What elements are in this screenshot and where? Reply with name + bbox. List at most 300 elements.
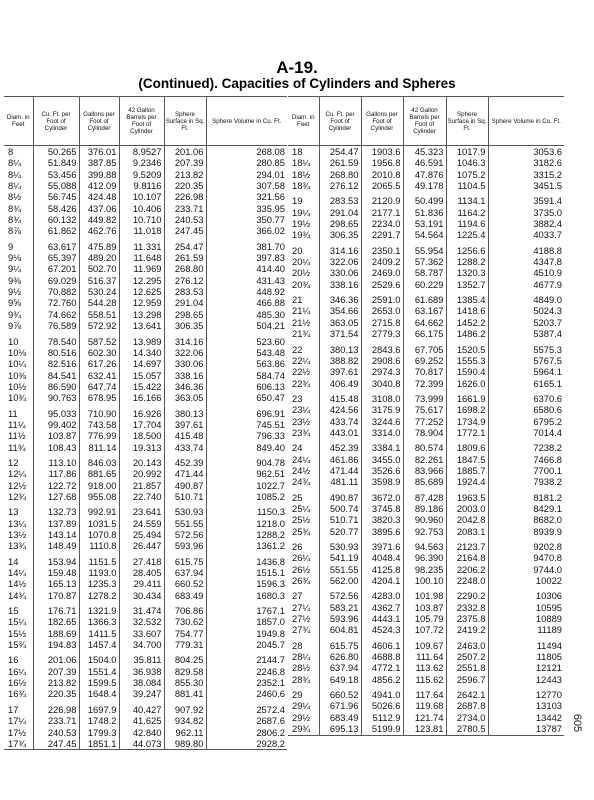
table-row	[288, 712, 564, 723]
value-cell: 80.516	[33, 347, 79, 358]
table-row	[288, 146, 564, 158]
table-row	[4, 191, 287, 202]
value-cell: 307.58	[206, 180, 287, 191]
value-cell: 338.16	[319, 279, 361, 290]
table-row	[4, 214, 287, 225]
value-cell: 89.186	[403, 503, 446, 514]
value-cell: 10.107	[119, 191, 164, 202]
value-cell: 2010.8	[361, 169, 403, 180]
value-cell: 1956.8	[361, 157, 403, 168]
table-row	[4, 639, 287, 650]
table-row	[4, 529, 287, 540]
value-cell: 7238.2	[488, 442, 564, 453]
value-cell: 298.65	[319, 218, 361, 229]
value-cell: 2591.0	[361, 294, 403, 305]
table-body-left	[4, 146, 287, 750]
table-row	[288, 503, 564, 514]
value-cell: 7466.8	[488, 454, 564, 465]
value-cell: 86.590	[33, 381, 79, 392]
value-cell: 2596.7	[446, 674, 488, 685]
value-cell: 424.48	[79, 191, 119, 202]
value-cell: 73.999	[403, 393, 446, 404]
diameter-cell: 23¾	[292, 426, 311, 438]
value-cell: 9202.8	[488, 541, 564, 552]
value-cell: 1110.8	[79, 540, 119, 551]
diameter-cell: 25¼	[292, 502, 311, 514]
diameter-cell: 21¾	[292, 328, 311, 340]
value-cell: 1885.7	[446, 465, 488, 476]
diameter-cell: 19	[292, 195, 303, 207]
value-cell: 1022.7	[206, 480, 287, 491]
diameter-cell: 17	[8, 703, 19, 715]
value-cell: 201.06	[33, 654, 79, 665]
value-cell: 904.78	[206, 457, 287, 468]
value-cell: 1551.4	[79, 666, 119, 677]
diameter-cell: 11¾	[8, 441, 26, 453]
value-cell: 1851.1	[79, 738, 119, 750]
value-cell: 2806.2	[206, 727, 287, 738]
value-cell: 615.75	[164, 556, 206, 567]
value-cell: 881.41	[164, 688, 206, 699]
value-cell: 745.51	[206, 419, 287, 430]
value-cell: 1134.1	[446, 195, 488, 206]
value-cell: 2164.8	[446, 552, 488, 563]
value-cell: 50.265	[33, 146, 79, 158]
value-cell: 743.58	[79, 419, 119, 430]
value-cell: 159.48	[33, 567, 79, 578]
table-row	[288, 564, 564, 575]
diameter-cell: 24¼	[292, 453, 311, 465]
value-cell: 1193.0	[79, 567, 119, 578]
value-cell: 77.252	[403, 416, 446, 427]
value-cell: 45.323	[403, 146, 446, 158]
value-cell: 9470.8	[488, 552, 564, 563]
value-cell: 510.71	[164, 491, 206, 502]
value-cell: 46.591	[403, 157, 446, 168]
table-row	[288, 393, 564, 404]
value-cell: 551.55	[164, 518, 206, 529]
value-cell: 10.406	[119, 203, 164, 214]
value-cell: 2779.3	[361, 328, 403, 339]
value-cell: 194.83	[33, 639, 79, 650]
diameter-cell: 21½	[292, 316, 311, 328]
diameter-cell: 28¾	[292, 673, 311, 685]
value-cell: 143.14	[33, 529, 79, 540]
value-cell: 2248.0	[446, 575, 488, 586]
value-cell: 989.80	[164, 738, 206, 750]
value-cell: 1104.5	[446, 180, 488, 191]
diameter-cell: 15¾	[8, 639, 27, 651]
value-cell: 176.71	[33, 605, 79, 616]
value-cell: 2529.6	[361, 279, 403, 290]
value-cell: 415.48	[164, 430, 206, 441]
value-cell: 683.49	[319, 712, 361, 723]
value-cell: 127.68	[33, 491, 79, 502]
table-row	[4, 605, 287, 616]
value-cell: 363.05	[319, 317, 361, 328]
diameter-cell: 8¼	[8, 180, 22, 192]
value-cell: 3040.8	[361, 378, 403, 389]
value-cell: 606.13	[206, 381, 287, 392]
value-cell: 3053.6	[488, 146, 564, 158]
value-cell: 650.47	[206, 392, 287, 403]
value-cell: 433.74	[164, 442, 206, 453]
diameter-cell: 9⅜	[8, 274, 22, 286]
diameter-cell: 20¼	[292, 256, 311, 268]
diameter-cell: 28¼	[292, 651, 311, 663]
value-cell: 1697.9	[79, 704, 119, 715]
value-cell: 489.20	[79, 252, 119, 263]
value-cell: 20.143	[119, 457, 164, 468]
diameter-cell: 27¼	[292, 601, 311, 613]
value-cell: 14.340	[119, 347, 164, 358]
value-cell: 55.088	[33, 180, 79, 191]
value-cell: 804.25	[164, 654, 206, 665]
value-cell: 268.80	[319, 169, 361, 180]
value-cell: 103.87	[33, 430, 79, 441]
diameter-cell: 8	[8, 146, 14, 157]
value-cell: 63.167	[403, 305, 446, 316]
value-cell: 1809.6	[446, 442, 488, 453]
value-cell: 449.82	[79, 214, 119, 225]
value-cell: 276.12	[164, 275, 206, 286]
value-cell: 13787	[488, 723, 564, 735]
value-cell: 98.235	[403, 564, 446, 575]
diameter-cell: 9	[8, 240, 14, 252]
value-cell: 6580.6	[488, 404, 564, 415]
diameter-cell: 10¾	[8, 392, 27, 404]
table-row	[4, 336, 287, 347]
value-cell: 8429.1	[488, 503, 564, 514]
value-cell: 1288.2	[446, 256, 488, 267]
diameter-cell: 10¼	[8, 358, 27, 370]
value-cell: 5203.7	[488, 317, 564, 328]
value-cell: 314.16	[319, 245, 361, 256]
diameter-cell: 13	[8, 506, 19, 518]
value-cell: 60.229	[403, 279, 446, 290]
value-cell: 1949.8	[206, 628, 287, 639]
diameter-cell: 14¾	[8, 589, 27, 601]
value-cell: 6795.2	[488, 416, 564, 427]
table-row	[288, 267, 564, 278]
diameter-cell: 20¾	[292, 278, 311, 290]
value-cell: 10306	[488, 590, 564, 601]
value-cell: 2974.3	[361, 366, 403, 377]
value-cell: 87.428	[403, 492, 446, 503]
value-cell: 105.79	[403, 613, 446, 624]
value-cell: 5199.9	[361, 723, 403, 735]
value-cell: 4347.8	[488, 256, 564, 267]
value-cell: 70.817	[403, 366, 446, 377]
value-cell: 14.697	[119, 358, 164, 369]
table-row	[4, 518, 287, 529]
table-row	[4, 491, 287, 502]
value-cell: 4772.1	[361, 662, 403, 673]
value-cell: 710.90	[79, 408, 119, 419]
table-row	[288, 169, 564, 180]
value-cell: 70.882	[33, 286, 79, 297]
value-cell: 452.39	[319, 442, 361, 453]
value-cell: 1321.9	[79, 605, 119, 616]
table-row	[4, 180, 287, 191]
diameter-cell: 25	[292, 491, 303, 503]
table-row	[288, 689, 564, 700]
value-cell: 322.06	[164, 347, 206, 358]
value-cell: 9744.0	[488, 564, 564, 575]
value-cell: 117.64	[403, 689, 446, 700]
value-cell: 1457.4	[79, 639, 119, 650]
value-cell: 881.65	[79, 468, 119, 479]
value-cell: 1599.5	[79, 677, 119, 688]
table-row	[288, 662, 564, 673]
value-cell: 1075.2	[446, 169, 488, 180]
value-cell: 3820.3	[361, 514, 403, 525]
value-cell: 233.71	[164, 203, 206, 214]
value-cell: 829.58	[164, 666, 206, 677]
value-cell: 632.41	[79, 370, 119, 381]
value-cell: 10022	[488, 575, 564, 586]
value-cell: 471.44	[319, 465, 361, 476]
table-row	[288, 157, 564, 168]
value-cell: 1385.4	[446, 294, 488, 305]
value-cell: 12443	[488, 674, 564, 685]
value-cell: 4443.1	[361, 613, 403, 624]
value-cell: 63.617	[33, 241, 79, 252]
value-cell: 1626.0	[446, 378, 488, 389]
value-cell: 84.541	[33, 370, 79, 381]
value-cell: 1235.3	[79, 578, 119, 589]
value-cell: 11.648	[119, 252, 164, 263]
table-row	[288, 328, 564, 339]
header-diameter: Diam. in Feet	[288, 97, 319, 146]
value-cell: 397.61	[319, 366, 361, 377]
value-cell: 38.084	[119, 677, 164, 688]
table-row	[4, 309, 287, 320]
table-row	[288, 344, 564, 355]
value-cell: 2715.8	[361, 317, 403, 328]
value-cell: 934.82	[164, 715, 206, 726]
table-row	[4, 628, 287, 639]
value-cell: 25.494	[119, 529, 164, 540]
value-cell: 9.5209	[119, 169, 164, 180]
value-cell: 1164.2	[446, 207, 488, 218]
diameter-cell: 18	[292, 146, 303, 157]
value-cell: 4048.4	[361, 552, 403, 563]
table-row	[4, 358, 287, 369]
value-cell: 95.033	[33, 408, 79, 419]
value-cell: 1031.5	[79, 518, 119, 529]
value-cell: 90.763	[33, 392, 79, 403]
value-cell: 530.24	[79, 286, 119, 297]
header-barrels: 42 Gallon Barrels per Foot of Cylinder	[119, 97, 164, 146]
diameter-cell: 26¼	[292, 552, 311, 564]
value-cell: 523.60	[206, 336, 287, 347]
diameter-cell: 21¼	[292, 305, 311, 317]
value-cell: 2734.0	[446, 712, 488, 723]
value-cell: 85.689	[403, 476, 446, 487]
diameter-cell: 29½	[292, 711, 311, 723]
value-cell: 294.01	[206, 169, 287, 180]
value-cell: 41.625	[119, 715, 164, 726]
value-cell: 240.53	[164, 214, 206, 225]
diameter-cell: 12½	[8, 479, 27, 491]
value-cell: 188.69	[33, 628, 79, 639]
value-cell: 17.704	[119, 419, 164, 430]
value-cell: 5024.3	[488, 305, 564, 316]
value-cell: 4188.8	[488, 245, 564, 256]
table-row	[288, 218, 564, 229]
value-cell: 1924.4	[446, 476, 488, 487]
diameter-cell: 28½	[292, 662, 311, 674]
table-row	[288, 602, 564, 613]
diameter-cell: 22¾	[292, 377, 311, 389]
value-cell: 3672.0	[361, 492, 403, 503]
table-row	[288, 317, 564, 328]
value-cell: 121.74	[403, 712, 446, 723]
table-row	[4, 738, 287, 750]
value-cell: 587.52	[79, 336, 119, 347]
value-cell: 3108.0	[361, 393, 403, 404]
value-cell: 153.94	[33, 556, 79, 567]
table-header-left	[4, 97, 287, 146]
value-cell: 19.313	[119, 442, 164, 453]
table-row	[288, 195, 564, 206]
value-cell: 21.857	[119, 480, 164, 491]
value-cell: 1361.2	[206, 540, 287, 551]
value-cell: 696.91	[206, 408, 287, 419]
table-row	[4, 370, 287, 381]
value-cell: 11.018	[119, 225, 164, 236]
value-cell: 1085.2	[206, 491, 287, 502]
value-cell: 1288.2	[206, 529, 287, 540]
value-cell: 1452.2	[446, 317, 488, 328]
value-cell: 604.81	[319, 624, 361, 635]
diameter-cell: 19¼	[292, 206, 311, 218]
value-cell: 330.06	[319, 267, 361, 278]
value-cell: 1418.6	[446, 305, 488, 316]
value-cell: 69.252	[403, 355, 446, 366]
value-cell: 207.39	[33, 666, 79, 677]
header-barrels: 42 Gallon Barrels per Foot of Cylinder	[403, 97, 446, 146]
diameter-cell: 20	[292, 244, 303, 256]
value-cell: 1698.2	[446, 404, 488, 415]
value-cell: 6370.6	[488, 393, 564, 404]
value-cell: 67.705	[403, 344, 446, 355]
value-cell: 2003.0	[446, 503, 488, 514]
diameter-cell: 13¾	[8, 540, 27, 552]
value-cell: 10595	[488, 602, 564, 613]
value-cell: 2246.8	[206, 666, 287, 677]
value-cell: 322.06	[319, 256, 361, 267]
table-row	[288, 613, 564, 624]
value-cell: 92.753	[403, 526, 446, 537]
value-cell: 671.96	[319, 700, 361, 711]
table-row	[288, 442, 564, 453]
diameter-cell: 15½	[8, 627, 27, 639]
value-cell: 18.500	[119, 430, 164, 441]
value-cell: 1486.2	[446, 328, 488, 339]
value-cell: 2177.1	[361, 207, 403, 218]
value-cell: 1151.5	[79, 556, 119, 567]
value-cell: 414.40	[206, 263, 287, 274]
value-cell: 2065.5	[361, 180, 403, 191]
value-cell: 431.43	[206, 275, 287, 286]
value-cell: 117.86	[33, 468, 79, 479]
value-cell: 381.70	[206, 241, 287, 252]
value-cell: 44.073	[119, 738, 164, 750]
value-cell: 583.21	[319, 602, 361, 613]
value-cell: 424.56	[319, 404, 361, 415]
diameter-cell: 8½	[8, 191, 22, 203]
diameter-cell: 25½	[292, 514, 311, 526]
value-cell: 80.574	[403, 442, 446, 453]
table-row	[288, 279, 564, 290]
value-cell: 2843.6	[361, 344, 403, 355]
value-cell: 226.98	[33, 704, 79, 715]
value-cell: 2291.7	[361, 229, 403, 240]
value-cell: 61.862	[33, 225, 79, 236]
table-row	[288, 355, 564, 366]
value-cell: 90.960	[403, 514, 446, 525]
diameter-cell: 21	[292, 294, 303, 306]
diameter-cell: 12	[8, 456, 19, 468]
value-cell: 2350.1	[361, 245, 403, 256]
value-cell: 4849.0	[488, 294, 564, 305]
table-row	[4, 286, 287, 297]
value-cell: 6165.1	[488, 378, 564, 389]
value-cell: 490.87	[164, 480, 206, 491]
value-cell: 448.92	[206, 286, 287, 297]
value-cell: 13103	[488, 700, 564, 711]
value-cell: 397.61	[164, 419, 206, 430]
value-cell: 520.77	[319, 526, 361, 537]
diameter-cell: 9⅛	[8, 252, 22, 264]
table-row	[288, 575, 564, 586]
value-cell: 855.30	[164, 677, 206, 688]
value-cell: 562.00	[319, 575, 361, 586]
table-row	[288, 492, 564, 503]
value-cell: 13.641	[119, 320, 164, 331]
value-cell: 4688.8	[361, 651, 403, 662]
capacities-table-right	[288, 96, 564, 736]
value-cell: 76.589	[33, 320, 79, 331]
value-cell: 29.411	[119, 578, 164, 589]
header-sphere-surface: Sphere Surface in Sq. Ft.	[164, 97, 206, 146]
value-cell: 3971.6	[361, 541, 403, 552]
table-row	[4, 567, 287, 578]
value-cell: 321.56	[206, 191, 287, 202]
value-cell: 8181.2	[488, 492, 564, 503]
diameter-cell: 14	[8, 555, 19, 567]
table-row	[288, 366, 564, 377]
value-cell: 148.49	[33, 540, 79, 551]
value-cell: 2409.2	[361, 256, 403, 267]
table-row	[288, 305, 564, 316]
value-cell: 1366.3	[79, 616, 119, 627]
value-cell: 1772.1	[446, 427, 488, 438]
value-cell: 314.16	[164, 336, 206, 347]
value-cell: 558.51	[79, 309, 119, 320]
value-cell: 72.760	[33, 297, 79, 308]
value-cell: 1596.3	[206, 578, 287, 589]
value-cell: 13.298	[119, 309, 164, 320]
value-cell: 397.83	[206, 252, 287, 263]
value-cell: 2687.8	[446, 700, 488, 711]
table-row	[4, 430, 287, 441]
diameter-cell: 8¾	[8, 214, 22, 226]
value-cell: 11189	[488, 624, 564, 635]
diameter-cell: 9¾	[8, 308, 22, 320]
